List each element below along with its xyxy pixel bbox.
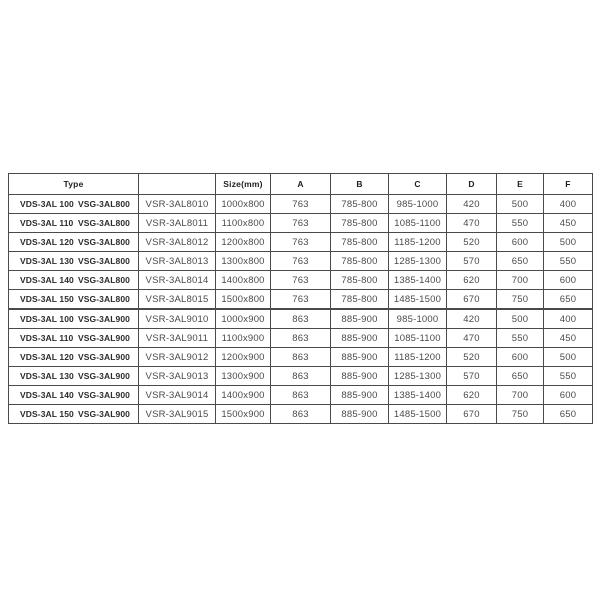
type-vsg-label: VSG-3AL800 (77, 256, 130, 266)
cell-type (9, 271, 139, 290)
cell-f: 450 (544, 329, 593, 348)
cell-a: 763 (271, 290, 331, 310)
cell-size: 1000x900 (216, 309, 271, 329)
type-vds-label: VDS-3AL 140 (20, 390, 74, 400)
cell-type (9, 367, 139, 386)
cell-f: 550 (544, 367, 593, 386)
cell-e: 650 (497, 252, 544, 271)
cell-d: 670 (447, 290, 497, 310)
type-vds-label: VDS-3AL 110 (20, 333, 74, 343)
type-vds-label: VDS-3AL 140 (20, 275, 74, 285)
cell-size: 1200x800 (216, 233, 271, 252)
cell-d: 520 (447, 233, 497, 252)
cell-type (9, 214, 139, 233)
type-vsg-label: VSG-3AL800 (77, 237, 130, 247)
cell-f: 400 (544, 309, 593, 329)
cell-size: 1400x800 (216, 271, 271, 290)
table-row (9, 329, 593, 348)
cell-c: 1385-1400 (389, 271, 447, 290)
cell-size: 1500x800 (216, 290, 271, 310)
cell-c: 1485-1500 (389, 290, 447, 310)
cell-a: 863 (271, 405, 331, 424)
cell-c: 1485-1500 (389, 405, 447, 424)
spec-table-body (9, 195, 593, 424)
cell-f: 600 (544, 271, 593, 290)
cell-model: VSR-3AL9014 (139, 386, 216, 405)
spec-table-header (9, 174, 593, 195)
cell-type (9, 195, 139, 214)
cell-a: 763 (271, 271, 331, 290)
cell-a: 763 (271, 214, 331, 233)
table-row (9, 233, 593, 252)
cell-size: 1200x900 (216, 348, 271, 367)
cell-f: 600 (544, 386, 593, 405)
cell-d: 670 (447, 405, 497, 424)
type-vsg-label: VSG-3AL900 (77, 333, 130, 343)
cell-b: 785-800 (331, 290, 389, 310)
cell-e: 600 (497, 233, 544, 252)
table-row (9, 348, 593, 367)
cell-d: 420 (447, 195, 497, 214)
type-vds-label: VDS-3AL 110 (20, 218, 74, 228)
cell-f: 500 (544, 233, 593, 252)
cell-type (9, 309, 139, 329)
cell-model: VSR-3AL8015 (139, 290, 216, 310)
cell-model: VSR-3AL9011 (139, 329, 216, 348)
cell-model: VSR-3AL8010 (139, 195, 216, 214)
type-vds-label: VDS-3AL 130 (20, 256, 74, 266)
type-vds-label: VDS-3AL 100 (20, 199, 74, 209)
cell-d: 420 (447, 309, 497, 329)
type-vds-label: VDS-3AL 150 (20, 409, 74, 419)
header-col-d: D (447, 174, 497, 195)
cell-c: 1085-1100 (389, 214, 447, 233)
cell-size: 1100x900 (216, 329, 271, 348)
cell-c: 1185-1200 (389, 233, 447, 252)
cell-a: 763 (271, 233, 331, 252)
cell-e: 750 (497, 290, 544, 310)
table-row (9, 309, 593, 329)
type-vsg-label: VSG-3AL800 (77, 199, 130, 209)
cell-type (9, 386, 139, 405)
cell-d: 620 (447, 271, 497, 290)
cell-model: VSR-3AL9013 (139, 367, 216, 386)
table-row (9, 290, 593, 310)
cell-a: 763 (271, 195, 331, 214)
type-vds-label: VDS-3AL 100 (20, 314, 74, 324)
cell-f: 650 (544, 290, 593, 310)
cell-d: 470 (447, 329, 497, 348)
type-vds-label: VDS-3AL 150 (20, 294, 74, 304)
cell-d: 470 (447, 214, 497, 233)
cell-type (9, 252, 139, 271)
header-col-f: F (544, 174, 593, 195)
header-type: Type (9, 174, 139, 195)
type-vds-label: VDS-3AL 120 (20, 352, 74, 362)
cell-c: 1085-1100 (389, 329, 447, 348)
cell-d: 570 (447, 252, 497, 271)
cell-f: 400 (544, 195, 593, 214)
header-col-b: B (331, 174, 389, 195)
cell-b: 885-900 (331, 348, 389, 367)
cell-b: 785-800 (331, 214, 389, 233)
header-col-e: E (497, 174, 544, 195)
cell-b: 885-900 (331, 367, 389, 386)
cell-c: 1285-1300 (389, 367, 447, 386)
cell-c: 985-1000 (389, 195, 447, 214)
cell-b: 785-800 (331, 195, 389, 214)
cell-size: 1000x800 (216, 195, 271, 214)
type-vsg-label: VSG-3AL800 (77, 275, 130, 285)
header-col-a: A (271, 174, 331, 195)
cell-e: 500 (497, 309, 544, 329)
cell-model: VSR-3AL8011 (139, 214, 216, 233)
cell-type (9, 348, 139, 367)
cell-size: 1300x900 (216, 367, 271, 386)
cell-e: 750 (497, 405, 544, 424)
cell-b: 785-800 (331, 252, 389, 271)
cell-f: 500 (544, 348, 593, 367)
cell-b: 785-800 (331, 271, 389, 290)
cell-c: 1185-1200 (389, 348, 447, 367)
table-row (9, 386, 593, 405)
cell-e: 650 (497, 367, 544, 386)
type-vsg-label: VSG-3AL900 (77, 352, 130, 362)
cell-size: 1400x900 (216, 386, 271, 405)
type-vsg-label: VSG-3AL900 (77, 371, 130, 381)
cell-model: VSR-3AL8013 (139, 252, 216, 271)
cell-a: 863 (271, 367, 331, 386)
cell-model: VSR-3AL8012 (139, 233, 216, 252)
cell-b: 885-900 (331, 386, 389, 405)
cell-e: 600 (497, 348, 544, 367)
type-vds-label: VDS-3AL 130 (20, 371, 74, 381)
table-row (9, 252, 593, 271)
cell-model: VSR-3AL9015 (139, 405, 216, 424)
table-row (9, 367, 593, 386)
cell-a: 863 (271, 329, 331, 348)
cell-model: VSR-3AL9012 (139, 348, 216, 367)
type-vsg-label: VSG-3AL900 (77, 314, 130, 324)
type-vsg-label: VSG-3AL800 (77, 218, 130, 228)
spec-table (8, 173, 593, 424)
cell-b: 885-900 (331, 309, 389, 329)
cell-a: 863 (271, 309, 331, 329)
cell-c: 1285-1300 (389, 252, 447, 271)
cell-f: 450 (544, 214, 593, 233)
cell-f: 650 (544, 405, 593, 424)
cell-type (9, 329, 139, 348)
header-row (9, 174, 593, 195)
cell-e: 500 (497, 195, 544, 214)
header-size: Size(mm) (216, 174, 271, 195)
cell-model: VSR-3AL9010 (139, 309, 216, 329)
cell-type (9, 290, 139, 310)
cell-e: 700 (497, 271, 544, 290)
cell-b: 785-800 (331, 233, 389, 252)
type-vsg-label: VSG-3AL900 (77, 390, 130, 400)
type-vsg-label: VSG-3AL900 (77, 409, 130, 419)
cell-a: 863 (271, 386, 331, 405)
cell-c: 1385-1400 (389, 386, 447, 405)
table-row (9, 195, 593, 214)
cell-e: 700 (497, 386, 544, 405)
cell-c: 985-1000 (389, 309, 447, 329)
cell-a: 863 (271, 348, 331, 367)
header-model-blank (139, 174, 216, 195)
cell-b: 885-900 (331, 405, 389, 424)
cell-size: 1500x900 (216, 405, 271, 424)
cell-size: 1100x800 (216, 214, 271, 233)
cell-f: 550 (544, 252, 593, 271)
cell-e: 550 (497, 329, 544, 348)
table-row (9, 271, 593, 290)
cell-d: 620 (447, 386, 497, 405)
header-col-c: C (389, 174, 447, 195)
cell-b: 885-900 (331, 329, 389, 348)
cell-type (9, 233, 139, 252)
cell-d: 570 (447, 367, 497, 386)
table-row (9, 405, 593, 424)
cell-d: 520 (447, 348, 497, 367)
table-row (9, 214, 593, 233)
cell-type (9, 405, 139, 424)
cell-e: 550 (497, 214, 544, 233)
type-vds-label: VDS-3AL 120 (20, 237, 74, 247)
cell-size: 1300x800 (216, 252, 271, 271)
cell-a: 763 (271, 252, 331, 271)
cell-model: VSR-3AL8014 (139, 271, 216, 290)
type-vsg-label: VSG-3AL800 (77, 294, 130, 304)
